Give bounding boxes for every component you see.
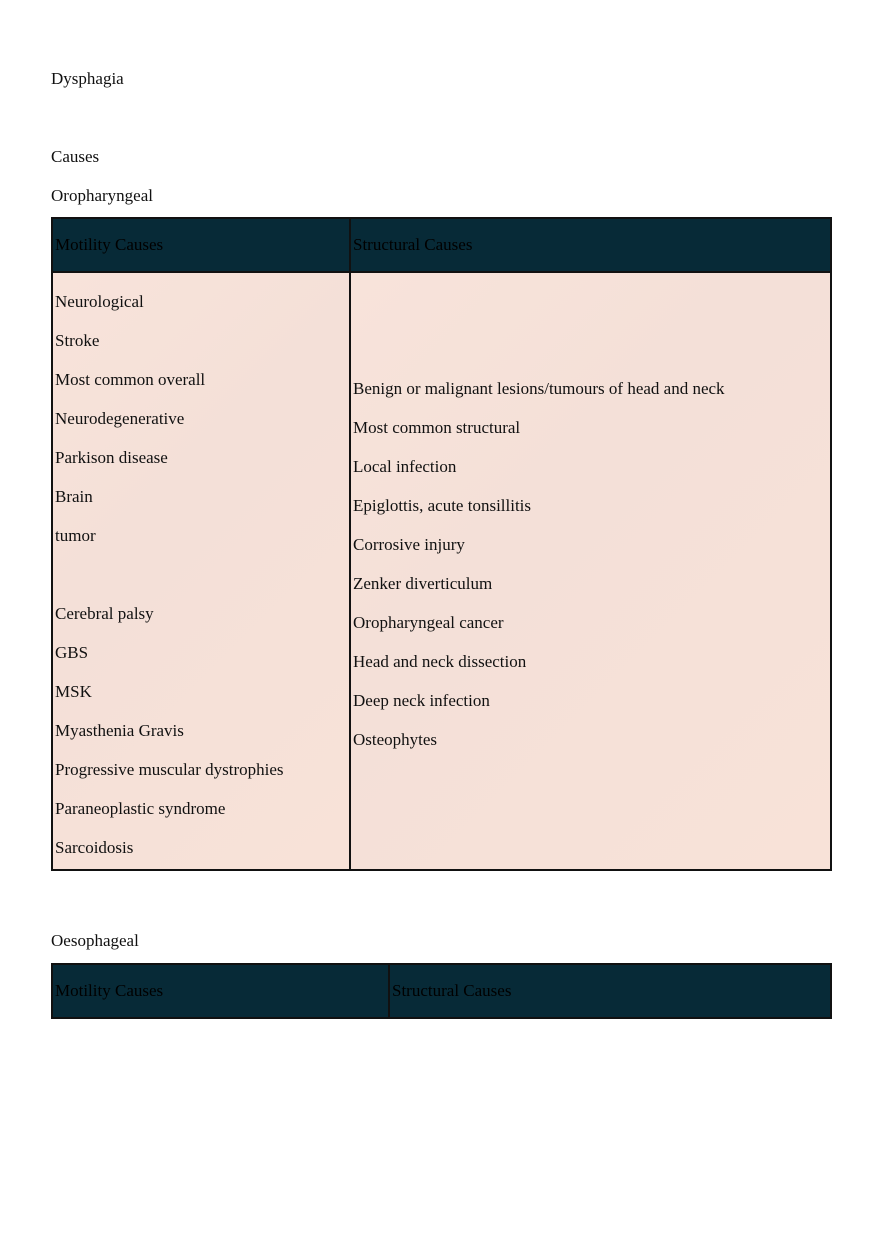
list-item: Neurological [55, 292, 144, 311]
motility-causes-cell [52, 1018, 389, 1019]
list-item: Zenker diverticulum [353, 574, 493, 593]
structural-causes-cell [389, 1018, 831, 1019]
oesophageal-heading: Oesophageal [51, 931, 139, 950]
list-item: tumor [55, 526, 96, 545]
list-item: Epiglottis, acute tonsillitis [353, 496, 532, 515]
list-item-blank [55, 555, 349, 594]
table-header-row [52, 218, 831, 272]
column-header-motility: Motility Causes [52, 218, 350, 272]
list-item: Most common overall [55, 370, 206, 389]
list-item: Oropharyngeal cancer [353, 613, 504, 632]
oropharyngeal-heading: Oropharyngeal [51, 186, 153, 205]
list-item: Osteophytes [353, 730, 438, 749]
list-item: Local infection [353, 457, 457, 476]
list-item: Benign or malignant lesions/tumours of head and neck [353, 379, 725, 398]
list-item: MSK [55, 682, 92, 701]
table-header-row [52, 964, 831, 1018]
list-item: Parkison disease [55, 448, 168, 467]
list-item: Head and neck dissection [353, 652, 527, 671]
motility-causes-cell [52, 272, 350, 870]
list-item: Deep neck infection [353, 691, 490, 710]
table-row [52, 272, 831, 870]
column-header-structural: Structural Causes [389, 964, 831, 1018]
oropharyngeal-causes-table [51, 217, 832, 871]
list-item: Myasthenia Gravis [55, 721, 184, 740]
list-item: Neurodegenerative [55, 409, 185, 428]
list-item: Progressive muscular dystrophies [55, 760, 284, 779]
oesophageal-causes-table [51, 963, 832, 1019]
table-row [52, 1018, 831, 1019]
column-header-structural: Structural Causes [350, 218, 831, 272]
list-item: Sarcoidosis [55, 838, 134, 857]
list-item: Most common structural [353, 418, 521, 437]
list-item: Brain [55, 487, 93, 506]
section-heading: Causes [51, 147, 100, 166]
column-header-motility: Motility Causes [52, 964, 389, 1018]
list-item: Cerebral palsy [55, 604, 154, 623]
structural-causes-cell [350, 272, 831, 870]
list-item: Paraneoplastic syndrome [55, 799, 226, 818]
document-title: Dysphagia [51, 69, 124, 88]
list-item: Stroke [55, 331, 100, 350]
list-item: GBS [55, 643, 89, 662]
list-item: Corrosive injury [353, 535, 465, 554]
